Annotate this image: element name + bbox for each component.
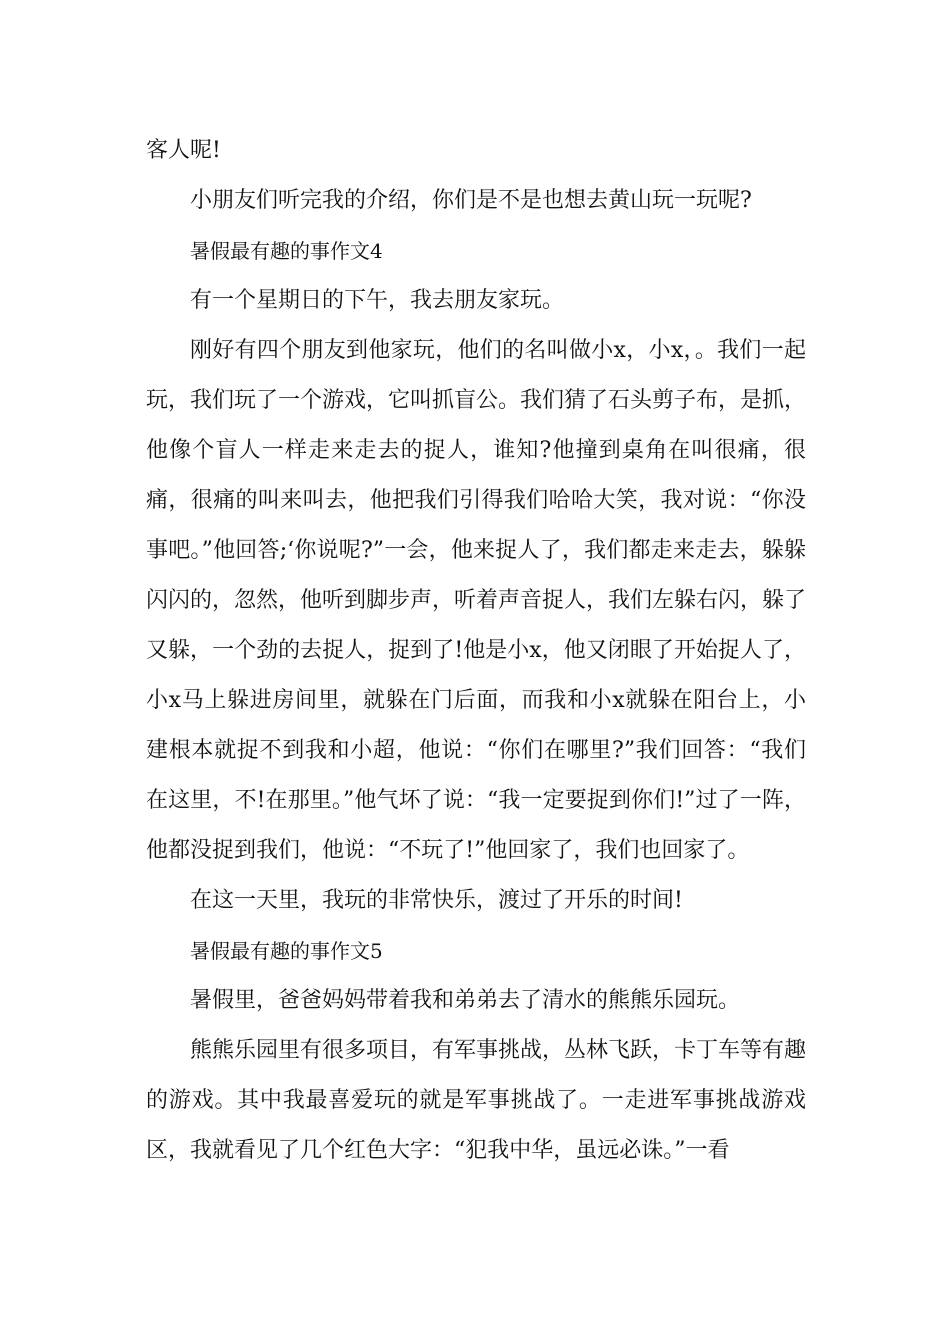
essay-title-4: 暑假最有趣的事作文4 (190, 239, 383, 263)
paragraph-blind-man-game: 刚好有四个朋友到他家玩，他们的名叫做小x，小x，。我们一起玩，我们玩了一个游戏，它叫抓盲公。我们猜了石头剪子布，是抓，他像个盲人一样走来走去的捉人，谁知?他撞到桌角在叫很痛，很痛，很痛的叫来叫去，他把我们引得我们哈哈大笑，我对说：“你没事吧。”他回答;‘你说呢?”一会，他来捉人了，我们都走来走去，躲躲闪闪的，忽然，他听到脚步声，听着声音捉人，我们左躲右闪，躲了又躲，一个劲的去捉人，捉到了!他是小x，他又闭眼了开始捉人了，小x马上躲进房间里，就躲在门后面，而我和小x就躲在阳台上，小建根本就捉不到我和小超，他说：“你们在哪里?”我们回答：“我们在这里，不!在那里。”他气坏了说：“我一定要捉到你们!”过了一阵，他都没捉到我们，他说：“不玩了!”他回家了，我们也回家了。 (146, 338, 807, 863)
paragraph-military-challenge: 熊熊乐园里有很多项目，有军事挑战，丛林飞跃，卡丁车等有趣的游戏。其中我最喜爱玩的就是军事挑战了。一走进军事挑战游戏区，我就看见了几个红色大字：“犯我中华，虽远必诛。”一看 (146, 1038, 807, 1163)
paragraph-continuation: 客人呢! (146, 138, 221, 163)
essay-title-5: 暑假最有趣的事作文5 (190, 939, 383, 963)
document-body (146, 126, 806, 1176)
paragraph-bear-park: 暑假里，爸爸妈妈带着我和弟弟去了清水的熊熊乐园玩。 (190, 988, 741, 1013)
paragraph-huangshan-invite: 小朋友们听完我的介绍，你们是不是也想去黄山玩一玩呢? (190, 188, 752, 213)
paragraph-sunday-afternoon: 有一个星期日的下午，我去朋友家玩。 (190, 288, 565, 313)
paragraph-happy-day: 在这一天里，我玩的非常快乐，渡过了开乐的时间! (190, 888, 683, 913)
